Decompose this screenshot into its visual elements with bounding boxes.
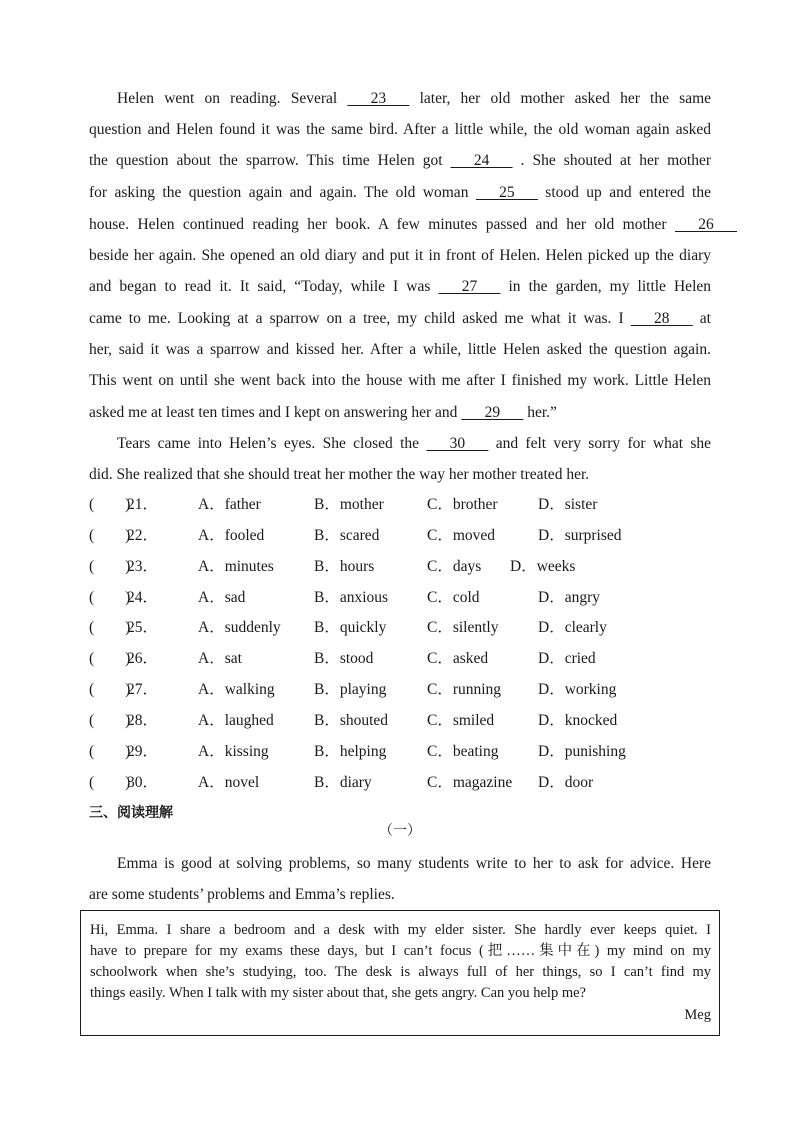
question-number: 30． <box>127 774 159 791</box>
question-number: 29． <box>127 743 159 760</box>
option-b: B．hours <box>314 558 375 575</box>
option-a: A．minutes <box>198 558 274 575</box>
section-title: 三、阅读理解 <box>89 805 173 821</box>
letter-line: things easily. When I talk with my sister about that, she gets angry. Can you help me? <box>90 985 586 1001</box>
answer-paren[interactable]: ( ) <box>89 527 131 544</box>
passage-line: question and Helen found it was the same bird. After a little while, the old woman again asked <box>89 121 711 138</box>
option-row <box>89 556 729 578</box>
question-number: 27． <box>127 681 159 698</box>
option-c: C．beating <box>427 743 499 760</box>
passage-line: the question about the sparrow. This time Helen got 24 . She shouted at her mother <box>89 152 711 169</box>
option-b: B．diary <box>314 774 372 791</box>
option-b: B．shouted <box>314 712 389 729</box>
passage-line: for asking the question again and again. The old woman 25 stood up and entered the <box>89 184 711 201</box>
option-row <box>89 679 729 701</box>
option-b: B．playing <box>314 681 387 698</box>
letter-signature: Meg <box>684 1007 711 1023</box>
option-row <box>89 494 729 516</box>
option-d: D．weeks <box>510 558 576 575</box>
blank-23[interactable]: 23 <box>347 90 410 107</box>
intro-line: are some students’ problems and Emma’s replies. <box>89 886 395 903</box>
letter-line: schoolwork when she’s studying, too. The desk is always full of her things, so I can’t find my <box>90 964 711 980</box>
option-a: A．fooled <box>198 527 265 544</box>
blank-30[interactable]: 30 <box>426 435 489 452</box>
option-a: A．novel <box>198 774 260 791</box>
option-a: A．suddenly <box>198 619 281 636</box>
option-a: A．kissing <box>198 743 269 760</box>
option-row <box>89 710 729 732</box>
passage-line: asked me at least ten times and I kept on answering her and 29 her.” <box>89 404 557 421</box>
letter-line: have to prepare for my exams these days, but I can’t focus (把……集中在) my mind on my <box>90 943 711 959</box>
answer-paren[interactable]: ( ) <box>89 743 131 760</box>
blank-27[interactable]: 27 <box>438 278 501 295</box>
option-row <box>89 617 729 639</box>
answer-paren[interactable]: ( ) <box>89 650 131 667</box>
letter-line: Hi, Emma. I share a bedroom and a desk with my elder sister. She hardly ever keeps quiet. I <box>90 922 711 938</box>
option-row <box>89 772 729 794</box>
blank-26[interactable]: 26 <box>675 216 737 233</box>
blank-25[interactable]: 25 <box>475 184 538 201</box>
option-d: D．cried <box>538 650 596 667</box>
blank-29[interactable]: 29 <box>461 404 524 421</box>
option-row <box>89 648 729 670</box>
answer-paren[interactable]: ( ) <box>89 558 131 575</box>
option-c: C．cold <box>427 589 480 606</box>
option-d: D．clearly <box>538 619 607 636</box>
option-d: D．working <box>538 681 617 698</box>
question-number: 25． <box>127 619 159 636</box>
question-number: 23． <box>127 558 159 575</box>
passage-line: and began to read it. It said, “Today, while I was 27 in the garden, my little Helen <box>89 278 712 295</box>
passage-line: house. Helen continued reading her book. A few minutes passed and her old mother 26 <box>89 216 737 233</box>
option-row <box>89 741 729 763</box>
option-a: A．laughed <box>198 712 274 729</box>
passage-line: her, said it was a sparrow and kissed her. After a while, little Helen asked the question again. <box>89 341 711 358</box>
question-number: 26． <box>127 650 159 667</box>
option-b: B．helping <box>314 743 387 760</box>
option-row <box>89 525 729 547</box>
option-a: A．father <box>198 496 261 513</box>
option-d: D．door <box>538 774 594 791</box>
option-a: A．walking <box>198 681 275 698</box>
answer-paren[interactable]: ( ) <box>89 589 131 606</box>
option-c: C．days <box>427 558 482 575</box>
option-c: C．silently <box>427 619 499 636</box>
passage-line: did. She realized that she should treat her mother the way her mother treated her. <box>89 466 590 483</box>
option-d: D．knocked <box>538 712 618 729</box>
passage-line: This went on until she went back into the house with me after I finished my work. Little Helen <box>89 372 711 389</box>
option-d: D．sister <box>538 496 598 513</box>
answer-paren[interactable]: ( ) <box>89 619 131 636</box>
answer-paren[interactable]: ( ) <box>89 496 131 513</box>
option-d: D．angry <box>538 589 600 606</box>
option-a: A．sad <box>198 589 246 606</box>
question-number: 21． <box>127 496 159 513</box>
option-b: B．anxious <box>314 589 389 606</box>
option-c: C．magazine <box>427 774 513 791</box>
option-b: B．mother <box>314 496 384 513</box>
option-a: A．sat <box>198 650 242 667</box>
option-c: C．running <box>427 681 502 698</box>
passage-line: came to me. Looking at a sparrow on a tree, my child asked me what it was. I 28 at <box>89 310 711 327</box>
passage-line: Helen went on reading. Several 23 later, her old mother asked her the same <box>117 90 712 107</box>
option-d: D．punishing <box>538 743 626 760</box>
answer-paren[interactable]: ( ) <box>89 774 131 791</box>
letter-box <box>80 910 720 1036</box>
question-number: 24． <box>127 589 159 606</box>
blank-28[interactable]: 28 <box>630 310 693 327</box>
passage-line: beside her again. She opened an old diary and put it in front of Helen. Helen picked up the diary <box>89 247 711 264</box>
passage-line: Tears came into Helen’s eyes. She closed the 30 and felt very sorry for what she <box>117 435 712 452</box>
option-d: D．surprised <box>538 527 622 544</box>
option-b: B．scared <box>314 527 380 544</box>
question-number: 28． <box>127 712 159 729</box>
option-c: C．brother <box>427 496 498 513</box>
section-subtitle: （一） <box>379 824 421 839</box>
question-number: 22． <box>127 527 159 544</box>
option-row <box>89 587 729 609</box>
intro-line: Emma is good at solving problems, so many students write to her to ask for advice. Here <box>117 855 711 872</box>
answer-paren[interactable]: ( ) <box>89 681 131 698</box>
blank-24[interactable]: 24 <box>450 152 513 169</box>
option-b: B．stood <box>314 650 374 667</box>
answer-paren[interactable]: ( ) <box>89 712 131 729</box>
option-c: C．smiled <box>427 712 495 729</box>
option-c: C．asked <box>427 650 489 667</box>
option-c: C．moved <box>427 527 496 544</box>
option-b: B．quickly <box>314 619 387 636</box>
